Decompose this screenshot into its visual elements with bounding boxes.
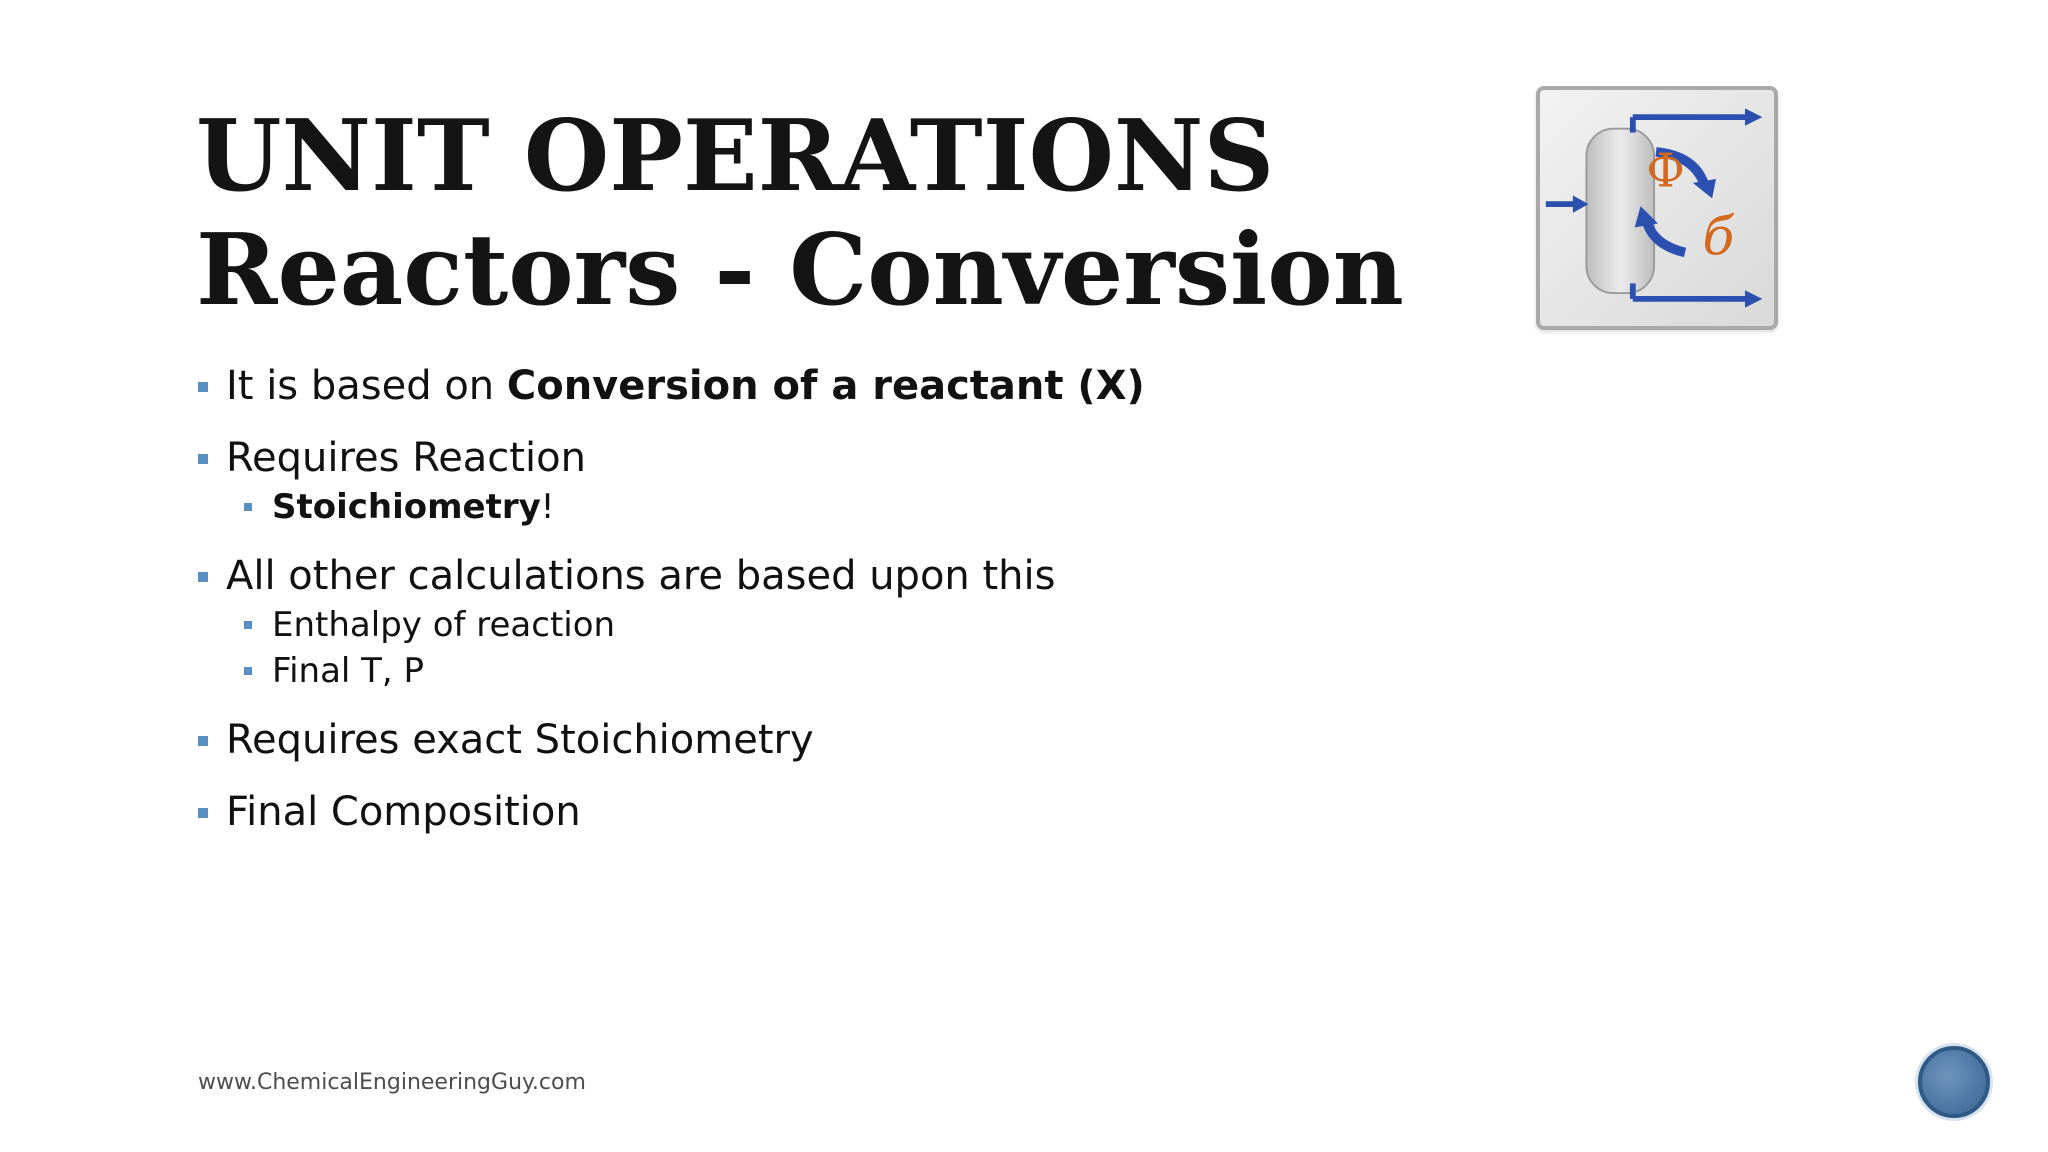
bullet-item: All other calculations are based upon this — [196, 550, 1496, 602]
reactor-icon-graphic — [1540, 90, 1774, 326]
svg-text:Ф: Ф — [1646, 143, 1685, 198]
svg-text:б: б — [1702, 207, 1735, 268]
title-line-2: Reactors - Conversion — [196, 213, 1404, 328]
title-line-1: UNIT OPERATIONS — [196, 99, 1275, 214]
sub-bullet-item: Enthalpy of reaction — [196, 602, 1496, 648]
bullet-item: It is based on Conversion of a reactant (X) — [196, 360, 1496, 412]
reactor-icon — [1536, 86, 1778, 330]
slide-title — [196, 100, 1404, 328]
sub-bullet-item: Final T, P — [196, 648, 1496, 694]
sub-bullet-item: Stoichiometry! — [196, 484, 1496, 530]
bullet-list — [196, 360, 1496, 838]
bullet-item: Final Composition — [196, 786, 1496, 838]
bullet-item: Requires exact Stoichiometry — [196, 714, 1496, 766]
bullet-item: Requires Reaction — [196, 432, 1496, 484]
footer-url[interactable]: www.ChemicalEngineeringGuy.com — [198, 1070, 586, 1095]
bullet-bold-text: Conversion of a reactant (X) — [506, 363, 1145, 409]
slide-navigation-button[interactable] — [1918, 1046, 1990, 1118]
